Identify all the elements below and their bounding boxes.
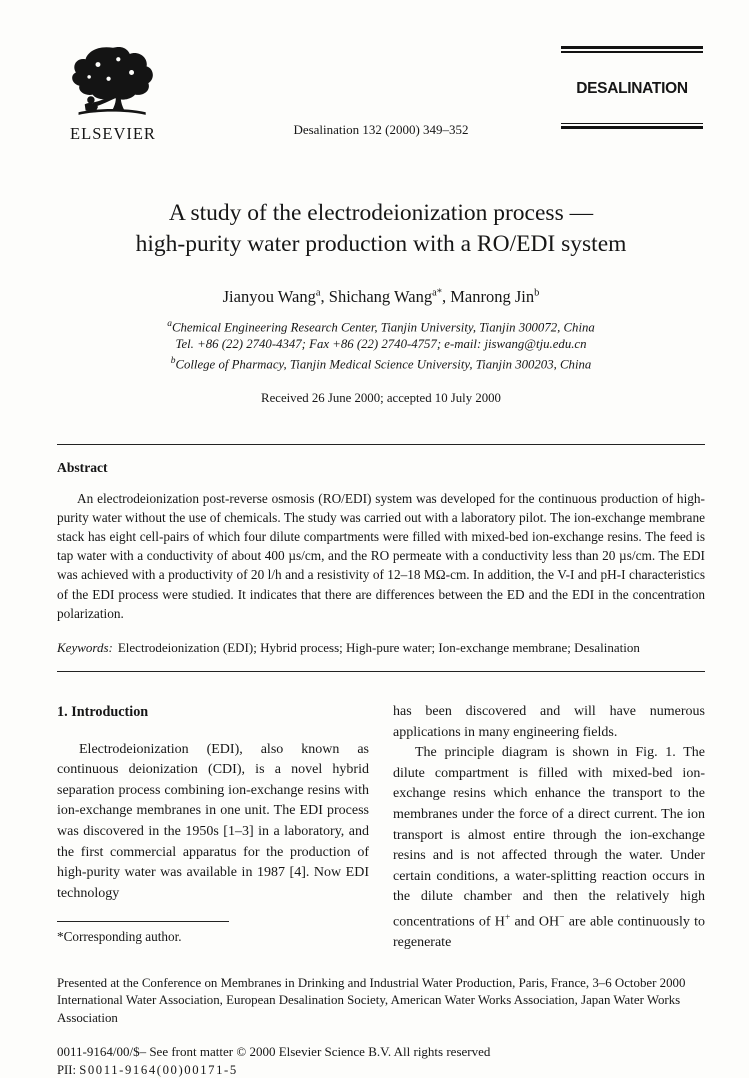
paragraph-text: and OH bbox=[510, 914, 560, 930]
journal-masthead bbox=[561, 46, 703, 129]
keywords-label: Keywords: bbox=[57, 639, 113, 655]
affiliation-contact-line bbox=[57, 336, 705, 353]
pii-label: PII: bbox=[57, 1063, 77, 1078]
author-list bbox=[57, 287, 705, 307]
article-title bbox=[57, 198, 705, 260]
affiliations bbox=[57, 316, 705, 374]
conference-note-line2: International Water Association, European Desalination Society, American Water Works Association, Japan Water Works Association bbox=[57, 993, 681, 1025]
received-dates: Received 26 June 2000; accepted 10 July 2000 bbox=[261, 390, 501, 405]
pii-value: S0011-9164(00)00171-5 bbox=[79, 1063, 238, 1078]
paragraph-text: are able continuously to regenerate bbox=[393, 914, 705, 951]
footnote-text: *Corresponding author. bbox=[57, 929, 182, 945]
author-name: Jianyou Wang bbox=[222, 287, 316, 306]
author bbox=[442, 287, 539, 306]
intro-paragraph-continued: has been discovered and will have numerous applications in many engineering fields. bbox=[393, 703, 705, 740]
publisher-logo-block bbox=[57, 46, 169, 144]
author-affiliation-mark: b bbox=[534, 287, 540, 299]
keywords-text: Electrodeionization (EDI); Hybrid process; High-pure water; Ion-exchange membrane; Desalination bbox=[117, 639, 640, 655]
publisher-name: ELSEVIER bbox=[70, 124, 156, 143]
pii-line bbox=[57, 1063, 705, 1078]
keywords-line bbox=[57, 640, 705, 656]
journal-citation: Desalination 132 (2000) 349–352 bbox=[293, 122, 469, 137]
article-title-line2: high-purity water production with a RO/EDI system bbox=[135, 231, 627, 257]
author-name: , Shichang Wang bbox=[320, 287, 433, 306]
footnote-rule bbox=[57, 921, 229, 922]
affiliation-text: College of Pharmacy, Tianjin Medical Science University, Tianjin 300203, China bbox=[175, 357, 592, 372]
affiliation-line bbox=[57, 353, 705, 373]
affiliation-mark: a bbox=[167, 319, 172, 329]
keywords-bottom-rule bbox=[57, 671, 705, 672]
page-header bbox=[57, 44, 705, 148]
conference-note-line1: Presented at the Conference on Membranes in Drinking and Industrial Water Production, Paris, France, 3–6 October 2000 bbox=[57, 975, 686, 990]
paragraph-text: The principle diagram is shown in Fig. 1. The dilute compartment is filled with mixed-bed ion-exchange resins which enhance the transport to the membranes under the force of a direct current. The ion transport is almost entire through the ion-exchange resins and is not affected through the water. Under certain conditions, a water-splitting reaction occurs in the dilute chamber and then the relatively high concentrations of H bbox=[393, 745, 705, 930]
abstract-text: An electrodeionization post-reverse osmosis (RO/EDI) system was developed for the continuous production of high-purity water without the use of chemicals. The study was carried out with a laboratory pilot. The ion-exchange membrane stack has eight cell-pairs of which four dilute compartments were filled with mixed-bed ion-exchange resins. The feed is tap water with a conductivity of about 400 µs/cm, and the RO permeate with a conductivity less than 20 µs/cm. The EDI was achieved with a productivity of 20 l/h and a resistivity of 12–18 MΩ-cm. In addition, the V-I and pH-I characteristics of the EDI process were studied. It indicates that there are differences between the ED and the EDI in the concentration polarization. bbox=[57, 490, 705, 621]
author-affiliation-mark: a bbox=[315, 287, 321, 299]
intro-paragraph: Electrodeionization (EDI), also known as continuous deionization (CDI), is a novel hybrid separation process combining ion-exchange resins with ion-exchange membranes in one unit. The EDI process was discovered in the 1950s [1–3] in a laboratory, and the first commercial apparatus for the production of high-purity water was available in 1987 [4]. Now EDI technology bbox=[57, 741, 369, 901]
section-heading-introduction: 1. Introduction bbox=[57, 703, 149, 720]
masthead-rule-bottom bbox=[561, 123, 703, 130]
superscript-plus: + bbox=[504, 912, 511, 923]
superscript-minus: − bbox=[559, 912, 565, 923]
conference-note bbox=[57, 975, 705, 1028]
author-name: , Manrong Jin bbox=[442, 287, 535, 306]
copyright-line: 0011-9164/00/$– See front matter © 2000 Elsevier Science B.V. All rights reserved bbox=[57, 1044, 491, 1060]
footnote-block bbox=[57, 921, 369, 948]
contact-text: Tel. +86 (22) 2740-4347; Fax +86 (22) 2740-4757; e-mail: jiswang@tju.edu.cn bbox=[175, 337, 587, 352]
column-left bbox=[57, 702, 369, 954]
author-affiliation-mark: a* bbox=[432, 287, 442, 299]
abstract-heading: Abstract bbox=[57, 459, 108, 475]
elsevier-tree-logo-icon bbox=[57, 46, 169, 122]
journal-name: DESALINATION bbox=[576, 79, 688, 97]
masthead-rule-top bbox=[561, 46, 703, 53]
author bbox=[321, 287, 442, 306]
body-columns bbox=[57, 702, 705, 954]
author bbox=[223, 287, 321, 306]
column-right bbox=[393, 702, 705, 954]
affiliation-mark: b bbox=[170, 356, 176, 367]
abstract-top-rule bbox=[57, 444, 705, 445]
affiliation-line bbox=[57, 316, 705, 336]
intro-paragraph bbox=[393, 743, 705, 954]
affiliation-text: Chemical Engineering Research Center, Tianjin University, Tianjin 300072, China bbox=[171, 320, 595, 335]
article-title-line1: A study of the electrodeionization process — bbox=[168, 200, 594, 226]
